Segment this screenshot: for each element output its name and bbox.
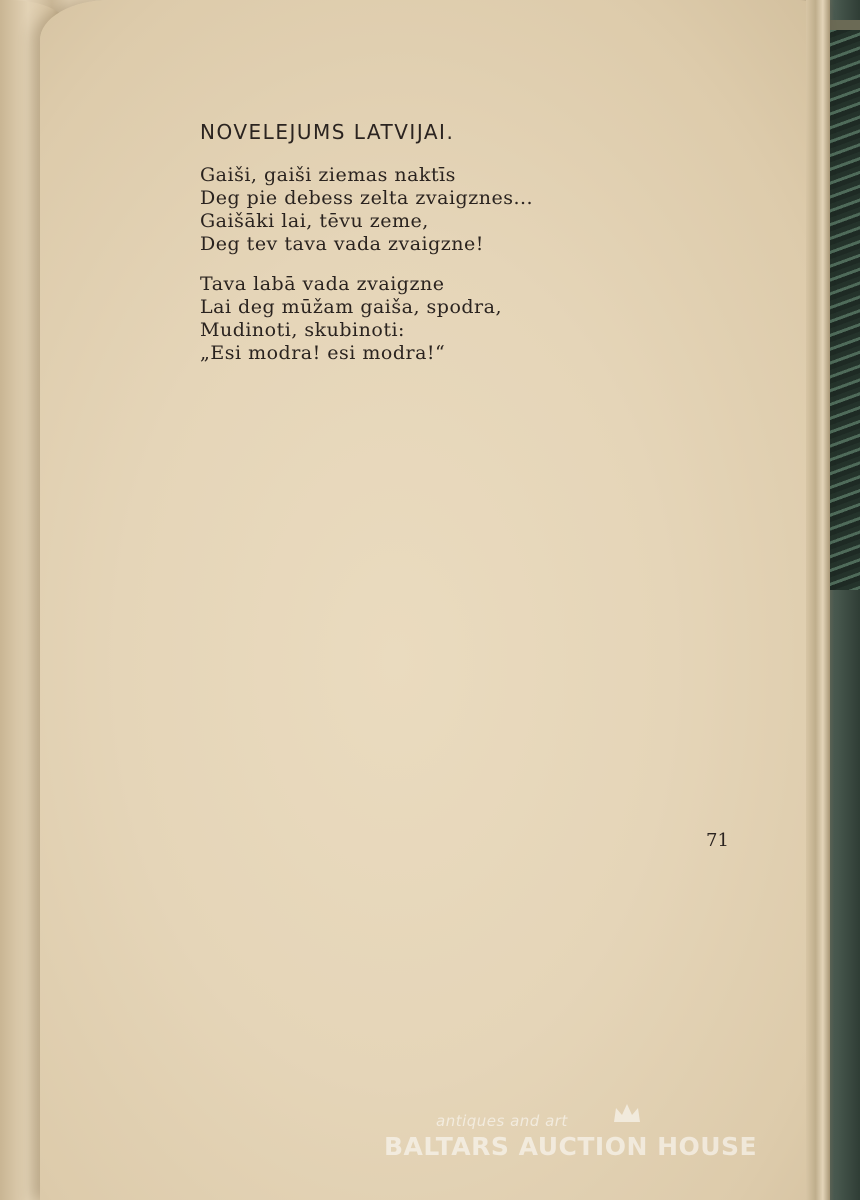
poem-line: Gaiši, gaiši ziemas naktīs [200,164,456,186]
poem-line: Gaišāki lai, tēvu zeme, [200,210,429,232]
poem-stanza [200,273,502,365]
poem-line: Tava labā vada zvaigzne [200,273,445,295]
poem-line: Deg pie debess zelta zvaigznes... [200,187,534,209]
page-stack-edge [806,0,830,1200]
page-number: 71 [706,830,729,851]
poem-line: „Esi modra! esi modra!“ [200,342,446,364]
poem-stanza [200,164,533,256]
watermark-brand: BALTARS AUCTION HOUSE [384,1132,758,1161]
watermark [384,1110,784,1170]
watermark-tagline: antiques and art [436,1112,568,1130]
poem-line: Mudinoti, skubinoti: [200,319,405,341]
crown-icon [612,1102,642,1124]
poem-line: Lai deg mūžam gaiša, spodra, [200,296,503,318]
poem-line: Deg tev tava vada zvaigzne! [200,233,484,255]
poem-title: NOVELEJUMS LATVIJAI. [200,120,455,144]
